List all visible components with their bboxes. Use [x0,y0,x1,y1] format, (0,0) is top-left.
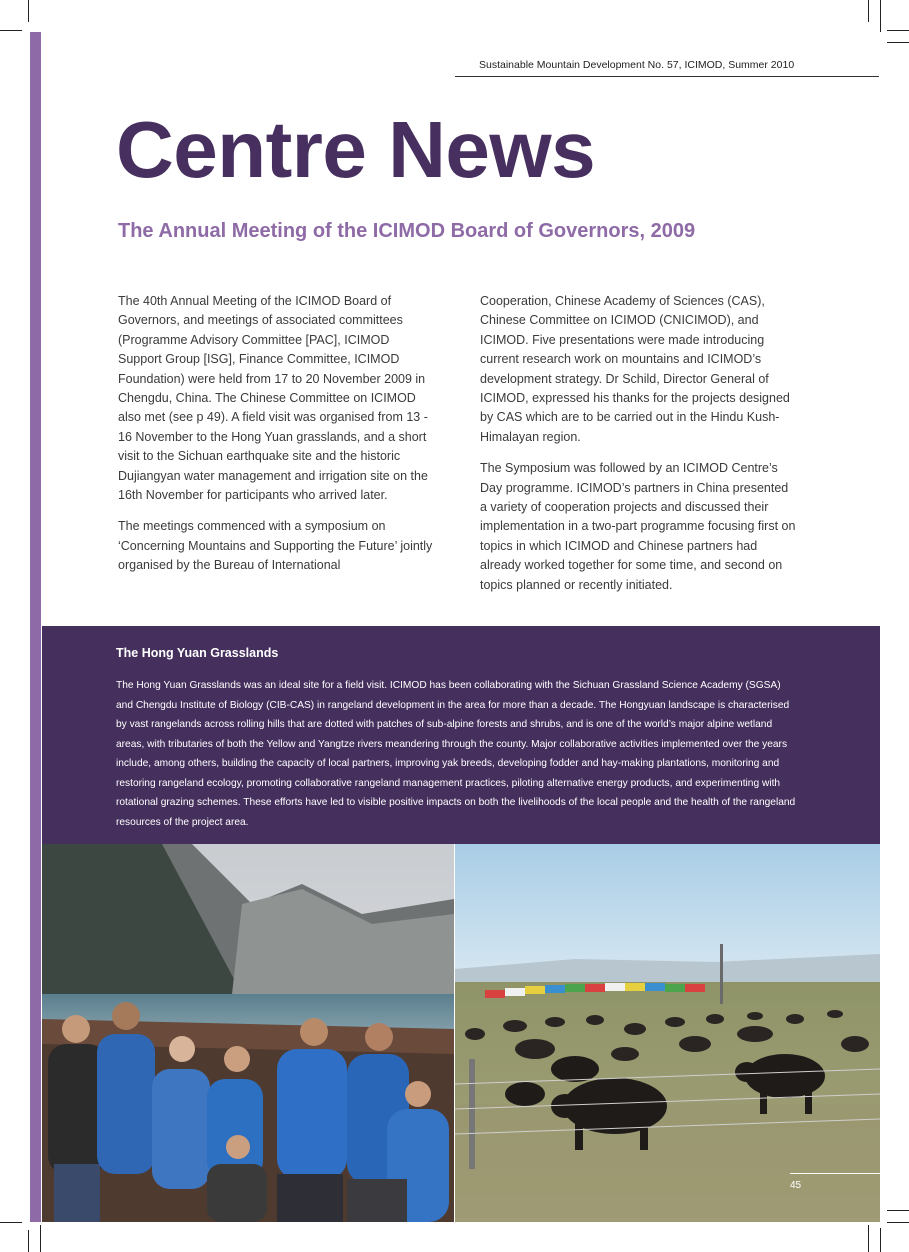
side-accent-bar [30,32,41,1222]
article-column-right [480,292,798,607]
crop-mark [28,0,29,22]
article-paragraph: The 40th Annual Meeting of the ICIMOD Board of Governors, and meetings of associated committees (Programme Advisory Committee [PAC], ICIMOD Support Group [ISG], Finance Committee, ICIMOD Foundation) were held from 17 to 20 November 2009 in Chengdu, China. The Chinese Committee on ICIMOD also met (see p 49). A field visit was organised from 13 - 16 November to the Hong Yuan grasslands, and a short visit to the Sichuan earthquake site and the historic Dujiangyan water management and irrigation site on the 16th November for participants who arrived later. [118,294,428,503]
running-head-text: Sustainable Mountain Development No. 57, ICIMOD, Summer 2010 [479,59,795,71]
page-title: Centre News [116,105,596,194]
crop-mark [880,0,881,32]
yak-grassland-photo [455,844,880,1222]
article-subtitle: The Annual Meeting of the ICIMOD Board of Governors, 2009 [118,220,696,242]
crop-mark [0,30,22,31]
page-number-rule [790,1173,880,1174]
sidebar-box-body: The Hong Yuan Grasslands was an ideal site for a field visit. ICIMOD has been collaborating with the Sichuan Grassland Science Academy (SGSA) and Chengdu Institute of Biology (CIB-CAS) in rangeland development in the area for more than a decade. The Hongyuan landscape is characterised by vast rangelands across rolling hills that are dotted with patches of sub-alpine forests and shrubs, and is one of the world’s major alpine wetland areas, with tributaries of both the Yellow and Yangtze rivers meandering through the county. Major collaborative activities implemented over the years include, among others, building the capacity of local partners, improving yak breeds, developing fodder and hay-making plantations, monitoring and restoring rangeland ecology, promoting collaborative rangeland management practices, piloting alternative energy products, and experimenting with rotational grazing schemes. These efforts have led to visible positive impacts on both the livelihoods of the local people and the health of the rangeland resources of the project area. [116,680,796,828]
article-column-left [118,292,436,588]
sidebar-box-heading: The Hong Yuan Grasslands [116,646,279,660]
crop-mark [40,1225,41,1252]
article-paragraph: The meetings commenced with a symposium on ‘Concerning Mountains and Supporting the Future’ jointly organised by the Bureau of International [118,519,433,573]
crop-mark [887,1222,909,1223]
crop-mark [28,1230,29,1252]
article-paragraph: The Symposium was followed by an ICIMOD Centre’s Day programme. ICIMOD’s partners in China presented a variety of cooperation projects and discussed their implementation in a two-part programme focusing first on topics in which ICIMOD and Chinese partners had already worked together for some time, and second on topics planned or recently initiated. [480,461,796,592]
crop-mark [880,1228,881,1252]
crop-mark [0,1222,22,1223]
crop-mark [868,1225,869,1252]
group-photo [42,844,454,1222]
crop-mark [868,0,869,22]
crop-mark [887,1210,909,1211]
page-number: 45 [790,1180,802,1191]
running-head [455,56,879,77]
sidebar-box [42,626,880,844]
article-paragraph: Cooperation, Chinese Academy of Sciences (CAS), Chinese Committee on ICIMOD (CNICIMOD), and ICIMOD. Five presentations were made introducing current research work on mountains and ICIMOD’s development strategy. Dr Schild, Director General of ICIMOD, expressed his thanks for the projects designed by CAS which are to be carried out in the Hindu Kush-Himalayan region. [480,294,790,444]
crop-mark [887,30,909,31]
crop-mark [887,42,909,43]
